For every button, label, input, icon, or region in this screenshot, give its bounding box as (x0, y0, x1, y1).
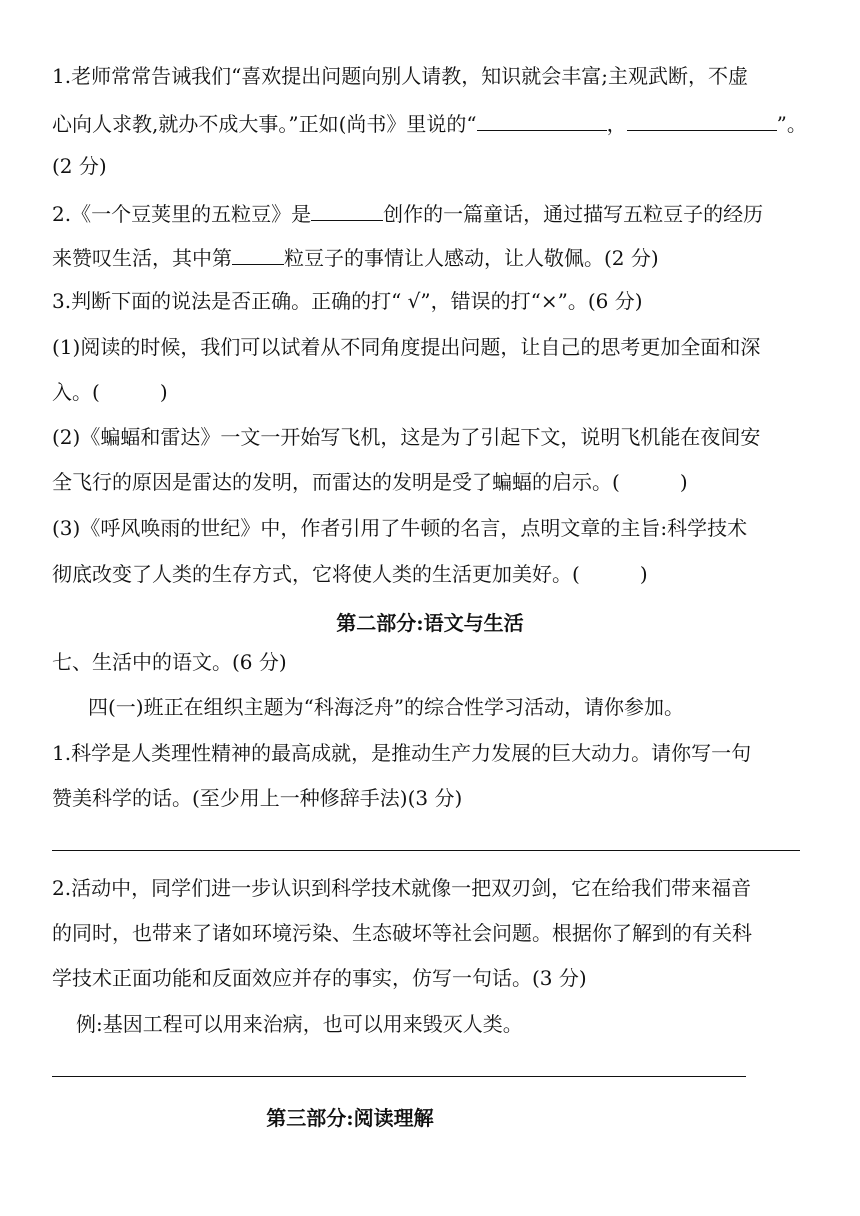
part3-title: 第三部分:阅读理解 (266, 1106, 434, 1130)
q3-item3-text: 彻底改变了人类的生存方式，它将使人类的生活更加美好。( (52, 562, 580, 586)
part2-q2-line2: 的同时，也带来了诸如环境污染、生态破坏等社会问题。根据你了解到的有关科 (52, 921, 752, 945)
q3-item1-text: 入。( (52, 380, 100, 404)
q2-number-blank[interactable] (232, 246, 284, 265)
q1-score: (2 分) (52, 154, 107, 178)
q3-item3-close: ) (639, 562, 648, 586)
q2-author-blank[interactable] (311, 202, 383, 221)
part2-section-heading: 七、生活中的语文。(6 分) (52, 650, 287, 674)
q1-line2-text: 心向人求教,就办不成大事。”正如(尚书》里说的“ (52, 112, 477, 136)
part2-q1-line1: 1.科学是人类理性精神的最高成就，是推动生产力发展的巨大动力。请你写一句 (52, 741, 752, 765)
part2-title: 第二部分:语文与生活 (336, 611, 524, 635)
q3-item1-line2 (52, 382, 168, 402)
q3-item1-line1: (1)阅读的时候，我们可以试着从不同角度提出问题，让自己的思考更加全面和深 (52, 335, 761, 359)
q2-line1-text-b: 创作的一篇童话，通过描写五粒豆子的经历 (383, 202, 764, 226)
q1-answer-blank-2[interactable] (627, 112, 777, 131)
q2-line2-text-a: 来赞叹生活，其中第 (52, 246, 232, 270)
q3-item2-text: 全飞行的原因是雷达的发明，而雷达的发明是受了蝙蝠的启示。( (52, 470, 620, 494)
q1-answer-blank-1[interactable] (477, 112, 607, 131)
q3-item2-close: ) (679, 470, 688, 494)
q2-line2 (52, 246, 659, 268)
part2-intro: 四(一)班正在组织主题为“科海泛舟”的综合性学习活动，请你参加。 (88, 695, 685, 719)
part2-q2-line1: 2.活动中，同学们进一步认识到科学技术就像一把双刃剑，它在给我们带来福音 (52, 876, 752, 900)
q1-line2 (52, 112, 807, 134)
q3-item3-line1: (3)《呼风唤雨的世纪》中，作者引用了牛顿的名言，点明文章的主旨:科学技术 (52, 516, 748, 540)
part2-q2-line3: 学技术正面功能和反面效应并存的事实，仿写一句话。(3 分) (52, 966, 587, 990)
q3-item3-line2 (52, 564, 648, 584)
q2-line1-text-a: 2.《一个豆荚里的五粒豆》是 (52, 202, 312, 226)
part2-q1-line2: 赞美科学的话。(至少用上一种修辞手法)(3 分) (52, 786, 463, 810)
q1-line1: 1.老师常常告诫我们“喜欢提出问题向别人请教，知识就会丰富;主观武断，不虚 (52, 64, 749, 88)
q2-line1 (52, 202, 763, 224)
q3-item1-close: ) (159, 380, 168, 404)
q3-stem: 3.判断下面的说法是否正确。正确的打“ √”，错误的打“×”。(6 分) (52, 289, 643, 313)
q3-item2-line2 (52, 472, 688, 492)
part2-q2-answer-line[interactable] (52, 1076, 746, 1077)
q2-line2-text-b: 粒豆子的事情让人感动，让人敬佩。(2 分) (284, 246, 659, 270)
q3-item2-line1: (2)《蝙蝠和雷达》一文一开始写飞机，这是为了引起下文，说明飞机能在夜间安 (52, 425, 761, 449)
part2-example: 例:基因工程可以用来治病，也可以用来毁灭人类。 (76, 1012, 523, 1036)
part2-q1-answer-line[interactable] (52, 850, 800, 851)
q1-comma: ， (606, 112, 627, 136)
q1-close-quote: ”。 (776, 112, 807, 136)
